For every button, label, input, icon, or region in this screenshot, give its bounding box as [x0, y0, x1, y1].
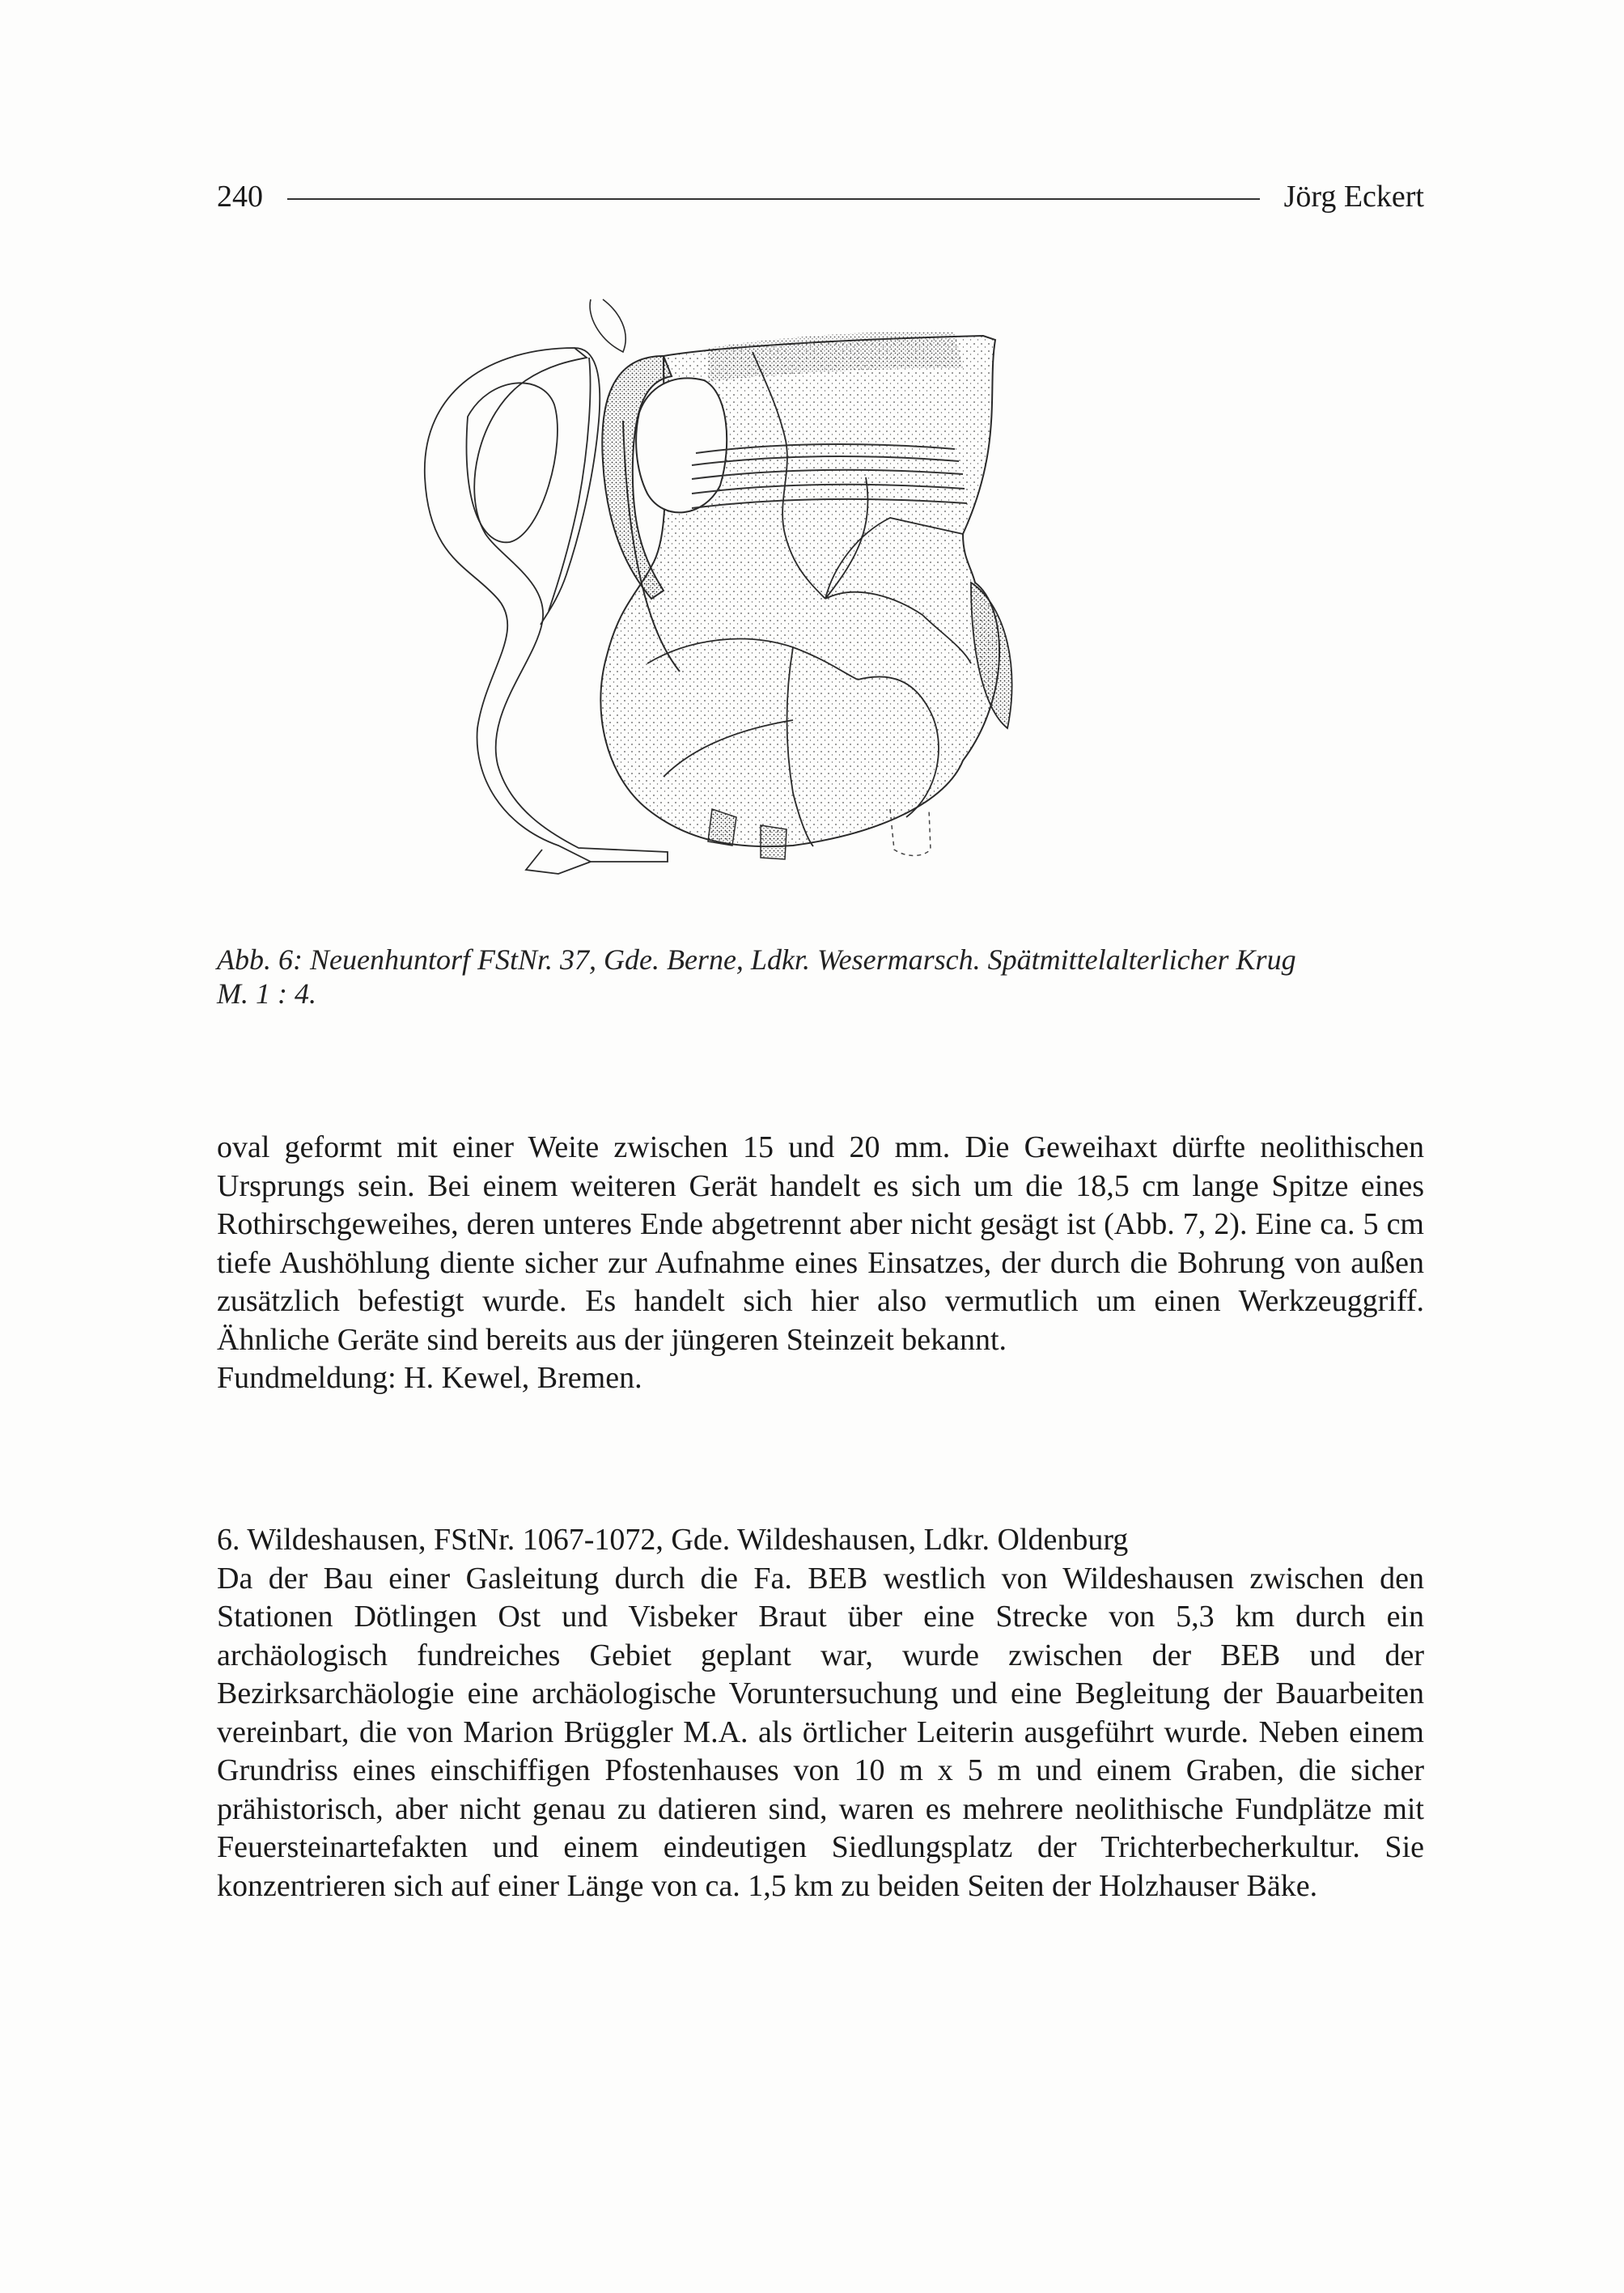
header-rule — [287, 198, 1260, 200]
caption-line-1: Abb. 6: Neuenhuntorf FStNr. 37, Gde. Berne, Ldkr. Wesermarsch. Spätmittelalterlicher Krug — [217, 943, 1296, 976]
continuation-paragraph: oval geformt mit einer Weite zwischen 15 und 20 mm. Die Geweihaxt dürfte neolithischen Ursprungs sein. Bei einem weiteren Gerät handelt es sich um die 18,5 cm lange Spitze eines Rothirschgeweihes, deren unteres Ende abgetrennt aber nicht gesägt ist (Abb. 7, 2). Eine ca. 5 cm tiefe Aushöhlung diente sicher zur Aufnahme eines Einsatzes, der durch die Bohrung von außen zusätzlich befestigt wurde. Es handelt sich hier also vermutlich um einen Werkzeuggriff. Ähnliche Geräte sind bereits aus der jüngeren Steinzeit bekannt. — [217, 1130, 1424, 1357]
find-report-note: Fundmeldung: H. Kewel, Bremen. — [217, 1361, 642, 1395]
jug-exterior-view — [590, 299, 1012, 859]
figure-caption — [217, 943, 1424, 1011]
entry-6-paragraph: Da der Bau einer Gasleitung durch die Fa. BEB westlich von Wildeshausen zwischen den Stationen Dötlingen Ost und Visbeker Braut über eine Strecke von 5,3 km durch ein archäologisch fundreiches Gebiet geplant war, wurde zwischen der BEB und der Bezirksarchäologie eine archäologische Voruntersuchung und eine Begleitung der Bauarbeiten vereinbart, die von Marion Brüggler M.A. als örtlicher Leiterin ausgeführt wurde. Neben einem Grundriss eines einschiffigen Pfostenhauses von 10 m x 5 m und einem Graben, die sicher prähistorisch, aber nicht genau zu datieren sind, waren es mehrere neolithische Fundplätze mit Feuersteinartefakten und einem eindeutigen Siedlungsplatz der Trichterbecherkultur. Sie konzentrieren sich auf einer Länge von ca. 1,5 km zu beiden Seiten der Holzhauser Bäke. — [217, 1561, 1424, 1903]
running-header — [217, 176, 1424, 217]
running-author: Jörg Eckert — [1283, 180, 1424, 214]
continuation-section — [217, 1129, 1424, 1398]
entry-6-title: 6. Wildeshausen, FStNr. 1067-1072, Gde. Wildeshausen, Ldkr. Oldenburg — [217, 1523, 1129, 1557]
entry-6-section — [217, 1521, 1424, 1905]
jug-drawing — [405, 291, 1214, 906]
page-number: 240 — [217, 180, 263, 214]
caption-line-2: M. 1 : 4. — [217, 977, 316, 1010]
